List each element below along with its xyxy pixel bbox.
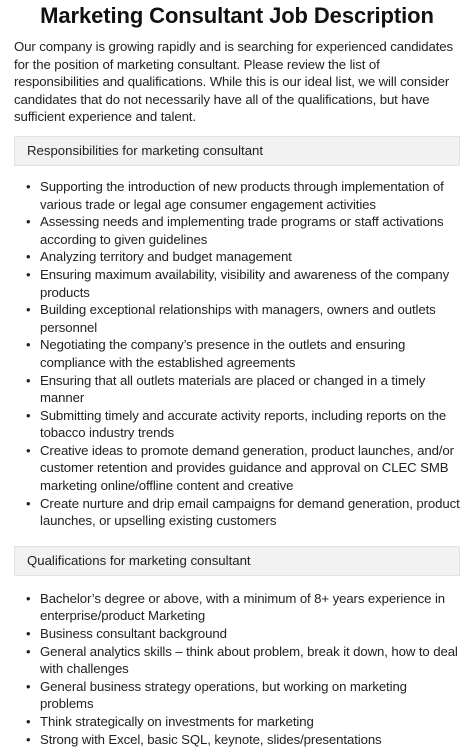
list-item	[24, 301, 460, 336]
bullet-icon: •	[26, 337, 31, 353]
page-title: Marketing Consultant Job Description	[40, 3, 434, 28]
bullet-icon: •	[26, 266, 31, 282]
bullet-icon: •	[26, 407, 31, 423]
list-item-text: Ensuring that all outlets materials are placed or changed in a timely manner	[40, 372, 426, 406]
list-item-text: Analyzing territory and budget management	[40, 249, 292, 265]
list-item-text: Creative ideas to promote demand generation, product launches, and/or customer retention and provides guidance and approval on CLEC SMB marketing online/offline content and creative	[40, 442, 454, 494]
bullet-icon: •	[26, 178, 31, 194]
responsibilities-list	[14, 178, 460, 530]
list-item	[24, 266, 460, 301]
list-item	[24, 678, 460, 713]
bullet-icon: •	[26, 590, 31, 606]
list-item-text: General business strategy operations, but working on marketing problems	[40, 678, 407, 712]
qualifications-heading: Qualifications for marketing consultant	[27, 553, 251, 569]
bullet-icon: •	[26, 442, 31, 458]
list-item	[24, 372, 460, 407]
intro-paragraph: Our company is growing rapidly and is searching for experienced candidates for the position of marketing consultant. Please review the list of responsibilities and qualifications. While this is our ideal list, we will consider candidates that do not necessarily have all of the qualifications, but have sufficient experience and talent.	[14, 39, 454, 125]
list-item	[24, 248, 460, 266]
list-item	[24, 590, 460, 625]
bullet-icon: •	[26, 626, 31, 642]
bullet-icon: •	[26, 643, 31, 659]
list-item	[24, 731, 460, 748]
list-item-text: Assessing needs and implementing trade programs or staff activations according to given guidelines	[40, 214, 444, 247]
list-item	[24, 442, 460, 495]
list-item-text: Business consultant background	[40, 626, 227, 642]
list-item	[24, 713, 460, 731]
list-item	[24, 178, 460, 213]
bullet-icon: •	[26, 302, 31, 318]
bullet-icon: •	[26, 249, 31, 265]
bullet-icon: •	[26, 678, 31, 694]
list-item	[24, 643, 460, 678]
list-item-text: Strong with Excel, basic SQL, keynote, slides/presentations	[40, 731, 382, 747]
qualifications-list	[14, 590, 460, 748]
list-item	[24, 407, 460, 442]
bullet-icon: •	[26, 495, 31, 511]
list-item	[24, 213, 460, 248]
list-item-text: Building exceptional relationships with managers, owners and outlets personnel	[40, 302, 436, 335]
list-item	[24, 625, 460, 643]
list-item-text: Negotiating the company’s presence in the outlets and ensuring compliance with the established agreements	[40, 337, 406, 370]
list-item-text: Think strategically on investments for marketing	[40, 714, 314, 729]
qualifications-header	[14, 546, 460, 576]
list-item-text: General analytics skills – think about problem, break it down, how to deal with challenges	[40, 643, 458, 677]
responsibilities-header	[14, 136, 460, 166]
bullet-icon: •	[26, 372, 31, 388]
list-item-text: Bachelor’s degree or above, with a minimum of 8+ years experience in enterprise/product Marketing	[40, 590, 446, 624]
bullet-icon: •	[26, 731, 31, 747]
list-item-text: Supporting the introduction of new products through implementation of various trade or legal age consumer engagement activities	[40, 178, 444, 212]
bullet-icon: •	[26, 714, 31, 729]
list-item-text: Ensuring maximum availability, visibility and awareness of the company products	[40, 266, 450, 300]
bullet-icon: •	[26, 214, 31, 230]
list-item	[24, 495, 460, 530]
responsibilities-heading: Responsibilities for marketing consultant	[27, 143, 264, 159]
list-item-text: Create nurture and drip email campaigns for demand generation, product launches, or upselling existing customers	[40, 495, 460, 529]
list-item	[24, 336, 460, 371]
list-item-text: Submitting timely and accurate activity reports, including reports on the tobacco industry trends	[40, 407, 447, 441]
